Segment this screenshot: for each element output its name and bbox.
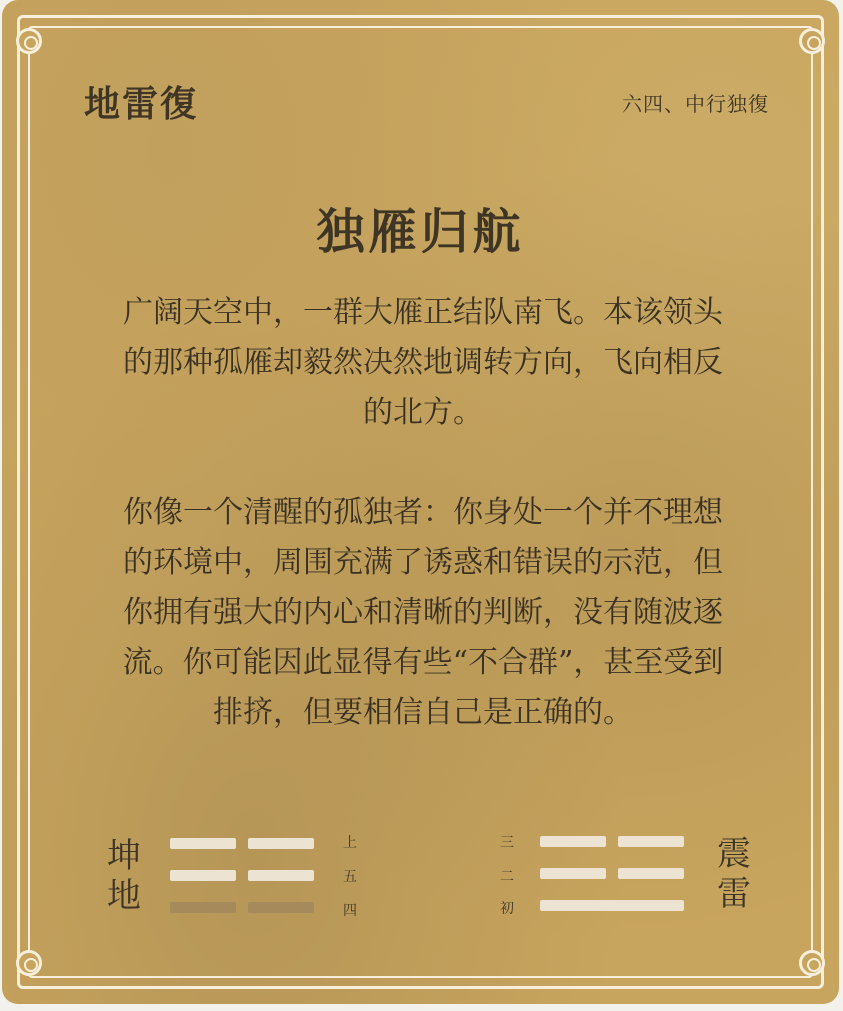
corner-ornament-icon: [799, 28, 825, 54]
line-position-label: 二: [500, 869, 514, 885]
line-position-label: 初: [500, 901, 514, 917]
hexagram-name: 地雷復: [84, 83, 199, 125]
line-position-label: 五: [343, 869, 357, 885]
lower-trigram-name-bottom: 雷: [717, 874, 751, 914]
yang-line: [540, 900, 684, 911]
interpretation-paragraph: 你像一个清醒的孤独者：你身处一个并不理想的环境中，周围充满了诱惑和错误的示范，但你拥有强大的内心和清晰的判断，没有随波逐流。你可能因此显得有些“不合群”，甚至受到排挤，但要相信自己是正确的。: [122, 495, 724, 730]
line-position-label: 三: [500, 835, 514, 851]
yin-line-segment: [618, 836, 684, 847]
line-position-label: 上: [343, 835, 357, 851]
upper-trigram-name: [102, 836, 146, 916]
yin-line-segment: [540, 836, 606, 847]
corner-ornament-icon: [16, 28, 42, 54]
corner-ornament-icon: [16, 950, 42, 976]
yin-line-segment: [170, 870, 236, 881]
upper-trigram-name-top: 坤: [107, 836, 141, 876]
card-title: 独雁归航: [316, 204, 525, 260]
upper-trigram-name-bottom: 地: [107, 876, 141, 916]
yin-line-segment: [248, 838, 314, 849]
lower-trigram-name-top: 震: [717, 834, 751, 874]
line-position-label: 四: [343, 903, 357, 919]
lower-trigram-name: [712, 834, 756, 914]
corner-ornament-icon: [799, 950, 825, 976]
description-paragraph: 广阔天空中，一群大雁正结队南飞。本该领头的那种孤雁却毅然决然地调转方向，飞向相反的北方。: [123, 295, 723, 430]
yin-line-segment: [618, 868, 684, 879]
line-caption: 六四、中行独復: [622, 92, 769, 116]
yin-line-segment: [248, 870, 314, 881]
hexagram-card: [2, 0, 839, 1004]
yin-line-segment: [170, 838, 236, 849]
yin-line-segment: [170, 902, 236, 913]
yin-line-segment: [540, 868, 606, 879]
yin-line-segment: [248, 902, 314, 913]
